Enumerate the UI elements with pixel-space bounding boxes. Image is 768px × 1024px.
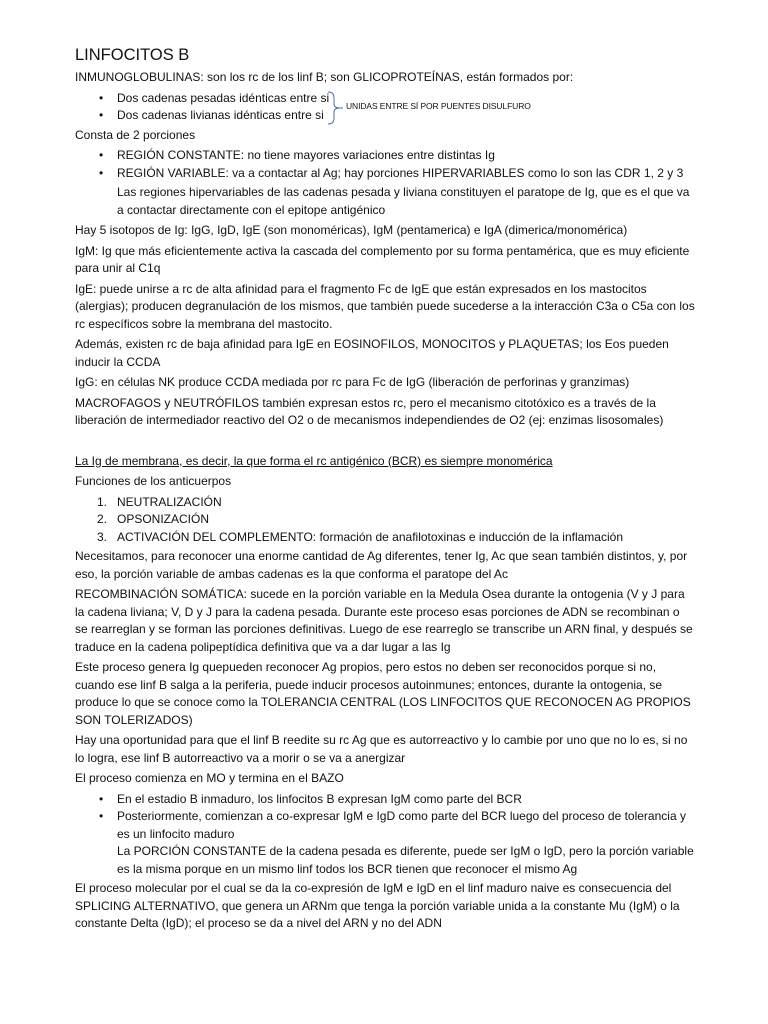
igg-paragraph: IgG: en células NK produce CCDA mediada por rc para Fc de IgG (liberación de perforinas y granzimas) <box>75 375 630 389</box>
igm-paragraph: IgM: Ig que más eficientemente activa la cascada del complemento por su forma pentamérica, que es muy eficiente para unir al C1q <box>75 243 690 275</box>
functions-intro: Funciones de los anticuerpos <box>75 474 232 488</box>
list-item <box>75 529 695 547</box>
list-number: 2. <box>97 512 108 526</box>
portions-intro: Consta de 2 porciones <box>75 127 196 142</box>
brace-annotation <box>327 91 531 125</box>
list-item: • REGIÓN CONSTANTE: no tiene mayores variaciones entre distintas Ig <box>75 147 695 165</box>
recombination-paragraph: RECOMBINACIÓN SOMÁTICA: sucede en la porción variable en la Medula Osea durante la ontogenia (V y J para la cadena liviana; V, D y J para la cadena pesada. Durante este proceso esas porciones de ADN se recombinan o se rearreglan y se forman las porciones definitivas. Luego de ese rearreglo se transcribe un ARN final, y después se traduce en la cadena polipeptídica definitiva que va a dar lugar a las Ig <box>75 587 693 654</box>
list-text: NEUTRALIZACIÓN <box>117 494 222 509</box>
list-item: • REGIÓN VARIABLE: va a contactar al Ag; hay porciones HIPERVARIABLES como lo son las CDR 1, 2 y 3 <box>75 165 695 183</box>
isotypes-paragraph: Hay 5 isotopos de Ig: IgG, IgD, IgE (son monoméricas), IgM (pentamerica) e IgA (dimerica/monomérica) <box>75 223 628 237</box>
list-item: • En el estadio B inmaduro, los linfocitos B expresan IgM como parte del BCR <box>75 791 695 809</box>
necesitamos-paragraph: Necesitamos, para reconocer una enorme cantidad de Ag diferentes, tener Ig, Ac que sean también distintos, y, por eso, la porción variable de ambas cadenas es la que conforma el paratope del Ac <box>75 549 688 581</box>
document-title: LINFOCITOS B <box>75 46 190 64</box>
list-item: • Dos cadenas pesadas idénticas entre si <box>75 90 695 108</box>
list-text: OPSONIZACIÓN <box>117 512 210 526</box>
spacer <box>75 433 695 453</box>
ige-paragraph: IgE: puede unirse a rc de alta afinidad para el fragmento Fc de IgE que están expresados en los mastocitos (alergias); producen degranulación de los mismos, que también puede sucederse a la interacción C3a o C5a con los rc específicos sobre la membrana del mastocito. <box>75 281 695 331</box>
list-subnote: La PORCIÓN CONSTANTE de la cadena pesada es diferente, puede ser IgM o IgD, pero la porción variable es la misma porque en un mismo linf todos los BCR tienen que reconocer el mismo Ag <box>117 844 694 876</box>
chains-group <box>75 90 695 125</box>
process-paragraph: El proceso comienza en MO y termina en el BAZO <box>75 771 344 785</box>
document-page <box>75 44 695 936</box>
list-text: ACTIVACIÓN DEL COMPLEMENTO: formación de anafilotoxinas e inducción de la inflamación <box>117 529 623 544</box>
membrane-ig-paragraph: La Ig de membrana, es decir, la que forma el rc antigénico (BCR) es siempre monomérica <box>75 453 553 468</box>
ademas-paragraph: Además, existen rc de baja afinidad para IgE en EOSINOFILOS, MONOCITOS y PLAQUETAS; los Eos pueden inducir la CCDA <box>75 337 669 369</box>
intro-paragraph: INMUNOGLOBULINAS: son los rc de los linf B; son GLICOPROTEÍNAS, están formados por: <box>75 70 574 84</box>
list-text: Posteriormente, comienzan a co-expresar IgM e IgD como parte del BCR luego del proceso de tolerancia y es un linfocito maduro <box>117 809 686 841</box>
brace-icon <box>327 91 343 125</box>
opportunity-paragraph: Hay una oportunidad para que el linf B reedite su rc Ag que es autorreactivo y lo cambie por uno que no lo es, si no lo logra, ese linf B autorreactivo va a morir o se va a anergizar <box>75 733 688 765</box>
brace-label: UNIDAS ENTRE SÍ POR PUENTES DISULFURO <box>346 100 531 111</box>
list-item <box>75 494 695 512</box>
stages-list <box>75 791 695 879</box>
tolerance-paragraph: Este proceso genera Ig quepueden reconocer Ag propios, pero estos no deben ser reconocidos porque si no, cuando ese linf B salga a la periferia, puede inducir procesos autoinmunes; entonces, durante la ontogenia, se produce lo que se conoce como la TOLERANCIA CENTRAL (LOS LINFOCITOS QUE RECONOCEN AG PROPIOS SON TOLERIZADOS) <box>75 660 691 727</box>
list-number: 1. <box>97 494 108 509</box>
list-item: • Dos cadenas livianas idénticas entre si <box>75 107 695 125</box>
functions-list <box>75 494 695 547</box>
list-item <box>75 808 695 878</box>
portions-list <box>75 147 695 182</box>
portions-note: Las regiones hipervariables de las cadenas pesada y liviana constituyen el paratope de Ig, que es el que va a contactar directamente con el epitope antigénico <box>117 185 690 217</box>
list-number: 3. <box>97 529 108 544</box>
macrofagos-paragraph: MACROFAGOS y NEUTRÓFILOS también expresan estos rc, pero el mecanismo citotóxico es a través de la liberación de intermediador reactivo del O2 o de mecanismos independiendes de O2 (ej: enzimas lisosomales) <box>75 395 664 427</box>
splicing-paragraph: El proceso molecular por el cual se da la co-expresión de IgM e IgD en el linf maduro naive es consecuencia del SPLICING ALTERNATIVO, que genera un ARNm que tenga la porción variable unida a la constante Mu (IgM) o la constante Delta (IgD); el proceso se da a nivel del ARN y no del ADN <box>75 881 680 930</box>
list-item <box>75 511 695 529</box>
